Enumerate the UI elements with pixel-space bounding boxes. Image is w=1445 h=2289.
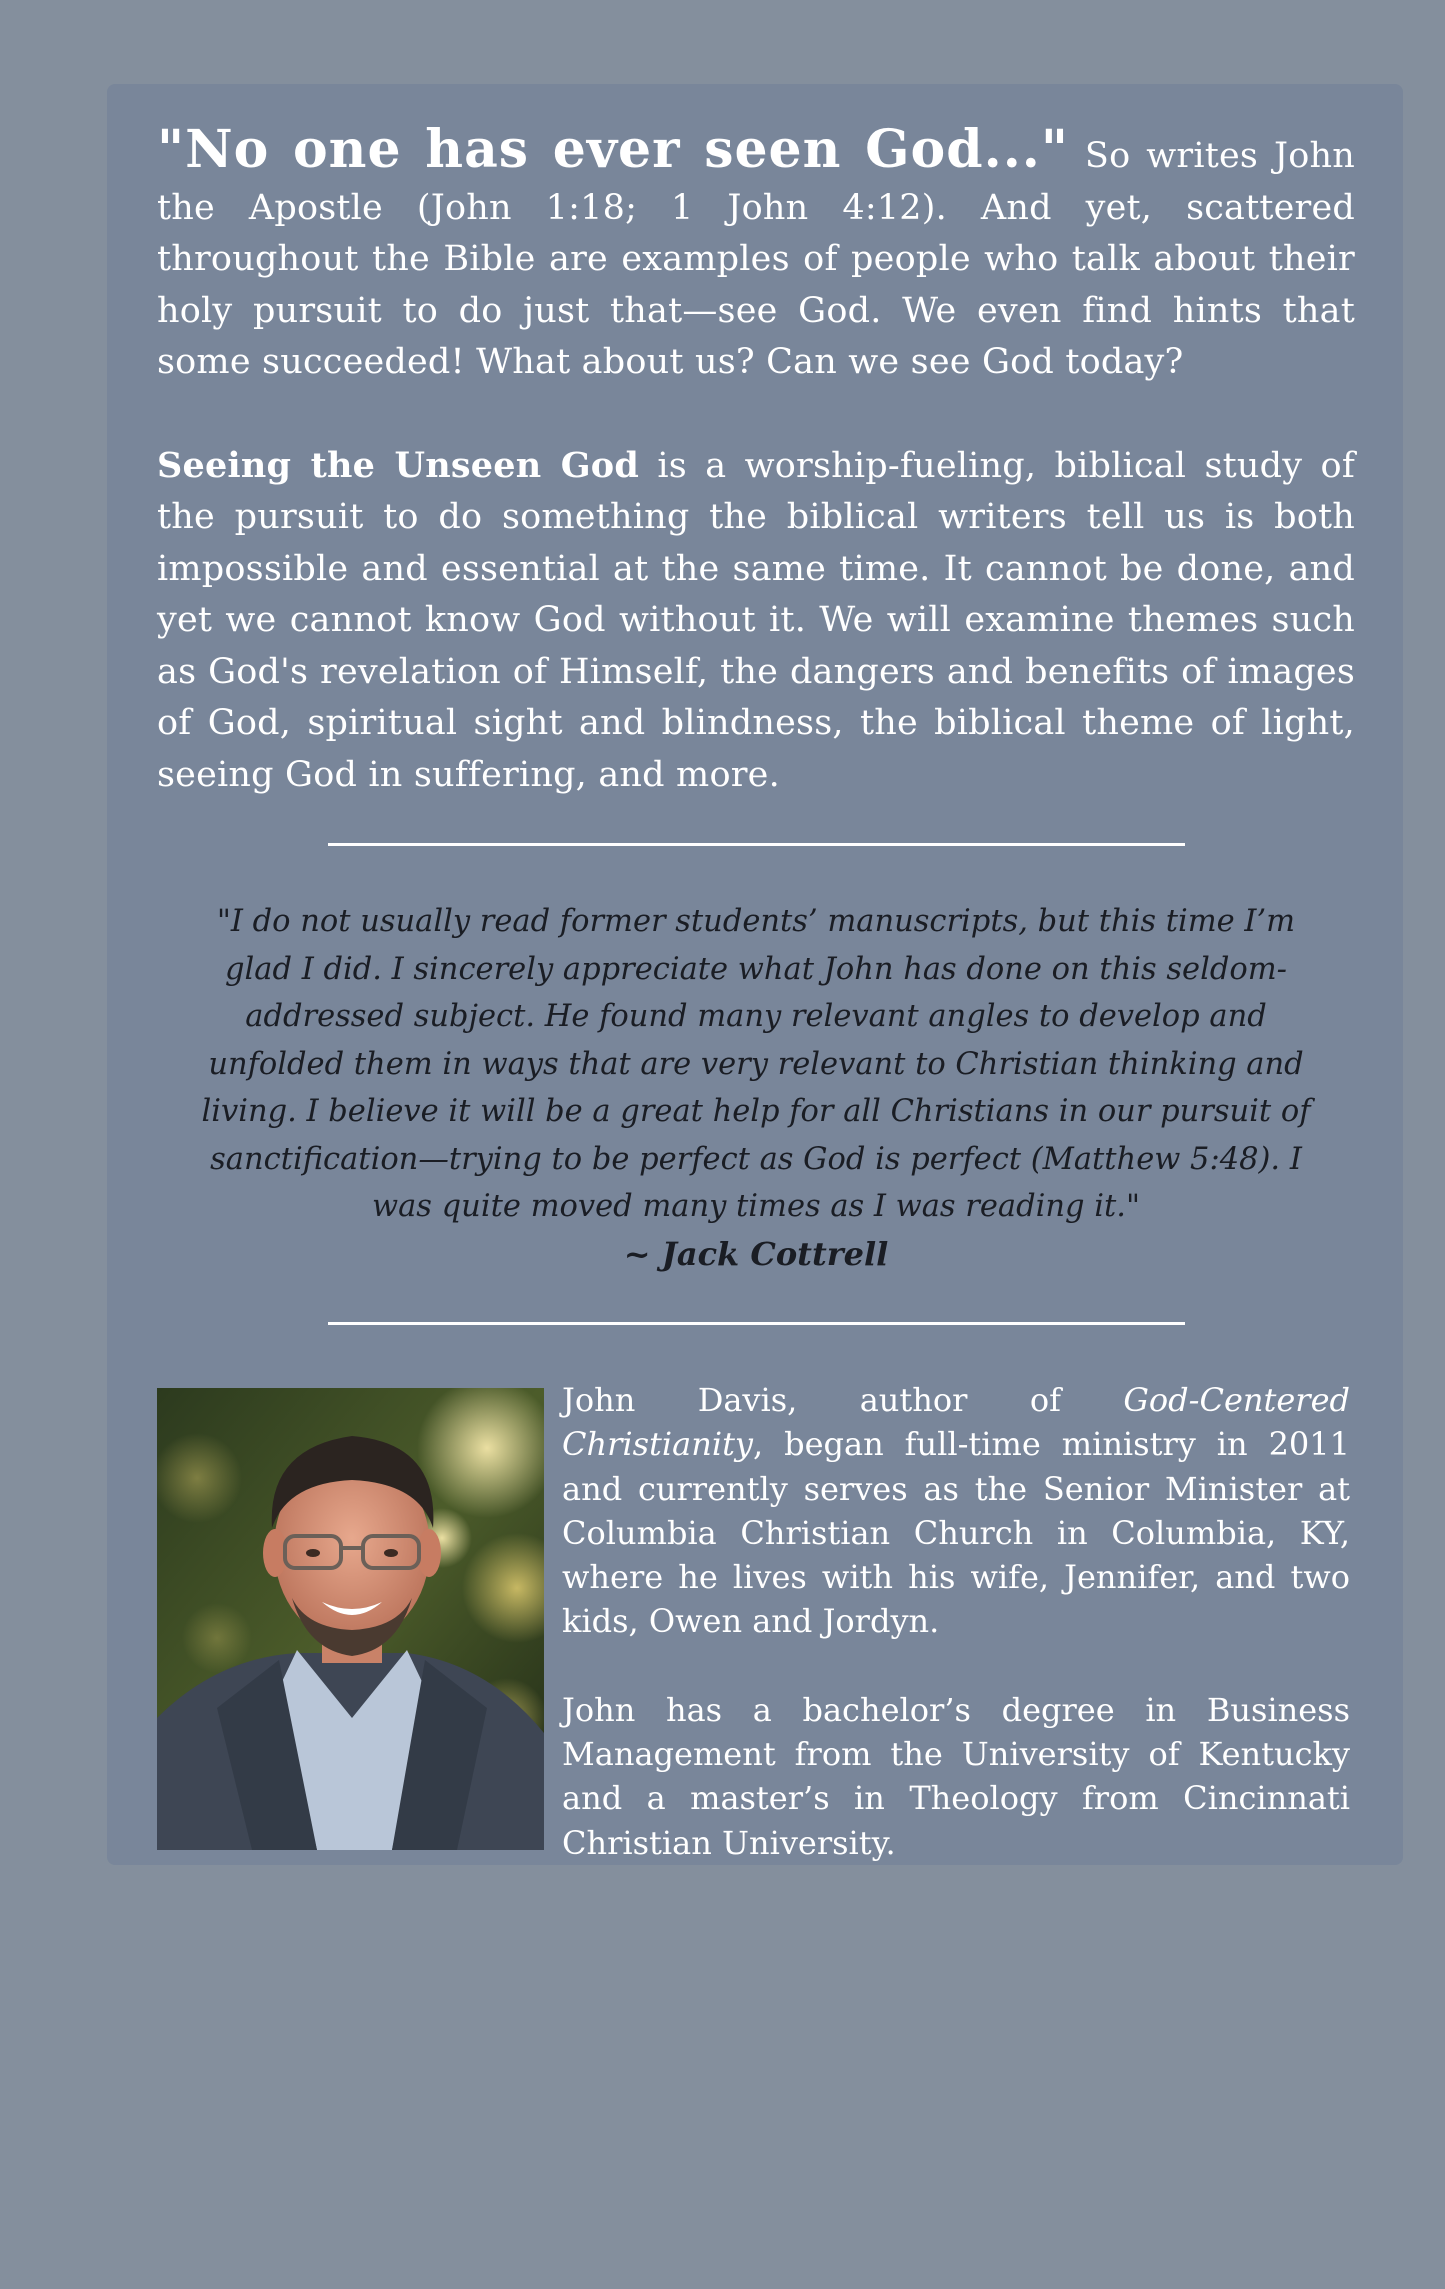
intro-headline: "No one has ever seen God..." [157,119,1069,180]
bio-text-intro: John Davis, author of [562,1381,1124,1419]
endorsement-quote [201,898,1311,1278]
author-bio [562,1378,1350,1865]
book-title: Seeing the Unseen God [157,444,640,486]
back-cover-panel [107,84,1403,1865]
author-section [157,1381,1355,1862]
paragraph-spacer [157,389,1355,440]
intro-text: So writes John the Apostle (John 1:18; 1 John 4:12). And yet, scattered throughout the Bible are examples of people who talk about their holy pursuit to do just that—see God. We even find hints that some succeeded! What about us? Can we see God today? [157,136,1355,382]
divider-bottom [328,1322,1185,1325]
description-paragraph [157,440,1355,802]
intro-paragraph [157,119,1355,389]
author-photo [157,1388,544,1850]
author-bio-paragraph-2: John has a bachelor’s degree in Business Management from the University of Kentucky and a master’s in Theology from Cincinnati Christian University. [562,1690,1350,1862]
author-bio-paragraph-1 [562,1378,1350,1644]
description-text: is a worship-fueling, biblical study of the pursuit to do something the biblical writers tell us is both impossible and essential at the same time. It cannot be done, and yet we cannot know God without it. We will examine themes such as God's revelation of Himself, the dangers and benefits of images of God, spiritual sight and blindness, the biblical theme of light, seeing God in suffering, and more. [157,445,1355,795]
previous-book-title: God-Centered Christianity [562,1381,1350,1464]
bio-text-ministry: , began full-time ministry in 2011 and currently serves as the Senior Minister at Columbia Christian Church in Columbia, KY, where he lives with his wife, Jennifer, and two kids, Owen and Jordyn. [562,1425,1350,1641]
endorsement-text: "I do not usually read former students’ manuscripts, but this time I’m glad I did. I sincerely appreciate what John has done on this seldom-addressed subject. He found many relevant angles to develop and unfolded them in ways that are very relevant to Christian thinking and living. I believe it will be a great help for all Christians in our pursuit of sanctification—trying to be perfect as God is perfect (Matthew 5:48). I was quite moved many times as I was reading it." [201,904,1311,1224]
divider-top [328,843,1185,846]
endorsement-attribution: ~ Jack Cottrell [623,1234,889,1273]
